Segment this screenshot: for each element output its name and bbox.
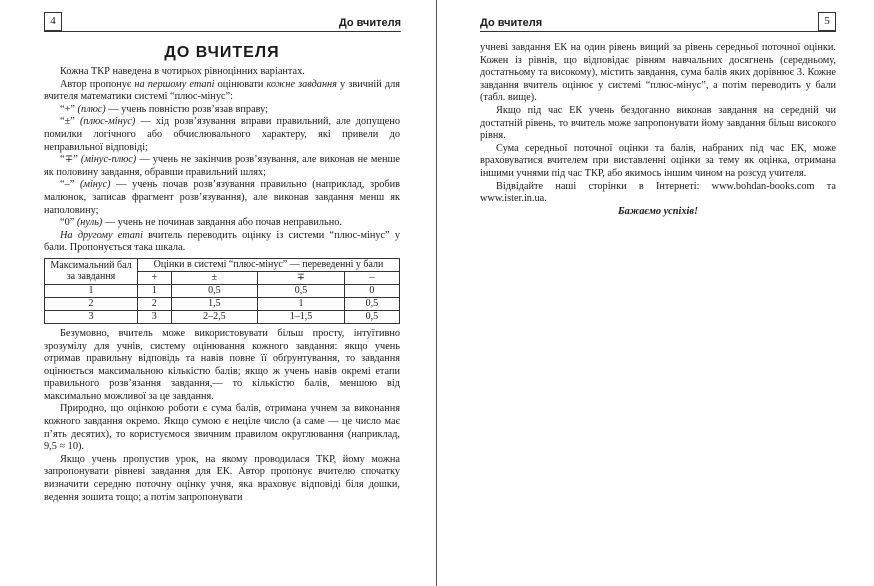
paragraph: Якщо учень пропустив урок, на якому проводилася ТКР, йому можна запропонувати рівневі завдання для ЕК. Автор пропонує вчителю спочатку визначити середню поточну оцінку учня, яка враховує відповіді біля дошки, ведення зошита тощо; а потім запропонувати bbox=[44, 453, 400, 503]
table-cell: 3 bbox=[138, 310, 172, 323]
paragraph: Якщо під час ЕК учень бездоганно виконав завдання на середній чи достатній рівень, то вчитель може запропонувати йому завдання більш високого рівня. bbox=[480, 104, 836, 142]
table-cell: 0,5 bbox=[258, 284, 345, 297]
table-cell: 2 bbox=[45, 297, 138, 310]
page-number: 4 bbox=[44, 12, 62, 31]
paragraph: Природно, що оцінкою роботи є сума балів, отримана учнем за виконання кожного завдання окремо. Якщо сумою є неціле число (а саме — це число має п’ять десятих), то користуємося звичним правилом округлювання (наприклад, 9,5 ≈ 10). bbox=[44, 403, 400, 453]
paragraph: Кожна ТКР наведена в чотирьох рівноцінних варіантах. bbox=[60, 66, 305, 77]
paragraph: Відвідайте наші сторінки в Інтернеті: www.bohdan-books.com та www.ister.in.ua. bbox=[480, 180, 836, 205]
header-rule bbox=[44, 31, 401, 32]
table-row bbox=[45, 310, 400, 323]
column-header: ± bbox=[171, 271, 258, 284]
left-running-head bbox=[44, 12, 401, 32]
table-cell: 0,5 bbox=[344, 310, 399, 323]
definition-zero: “0” (нуль) — учень не починав завдання або почав неправильно. bbox=[60, 217, 342, 229]
table-row-header: Максимальний бал за завдання bbox=[45, 258, 138, 284]
paragraph: Автор пропонує на першому етапі оцінювати кожне завдання у звичній для вчителя математики системі “плюс-мінус”: bbox=[44, 78, 400, 103]
table-cell: 0,5 bbox=[171, 284, 258, 297]
table-cell: 1 bbox=[258, 297, 345, 310]
paragraph: Сума середньої поточної оцінки та балів, набраних під час ЕК, може враховуватися вчителем при виставленні оцінки за тему як оцінка, отримана іншими учнями під час ТКР, або якимось іншим чином на розсуд учителя. bbox=[480, 142, 836, 179]
paragraph: На другому етапі вчитель переводить оцінку із системи “плюс-мінус” у бали. Пропонується така шкала. bbox=[44, 229, 401, 254]
table-cell: 1–1,5 bbox=[258, 310, 345, 323]
definition-plus-minus: “±” (плюс-мінус) — хід розв’язування вправи правильний, але допущено помилки логічного або обчислювального характеру, які привели до неправильної відповіді; bbox=[44, 116, 400, 153]
section-heading: ДО ВЧИТЕЛЯ bbox=[164, 44, 280, 61]
definition-plus: “+” (плюс) — учень повністю розв’язав вправу; bbox=[60, 103, 269, 115]
right-running-head bbox=[480, 12, 836, 32]
table-cell: 2–2,5 bbox=[171, 310, 258, 323]
paragraph: Безумовно, вчитель може використовувати більш просту, інтуїтивно зрозумілу для учнів, систему оцінювання кожного завдання: якщо учень отримав правильну відповідь та навів повне її обґрунтування, то завдання оцінюється максимальною кількістю балів; якщо ж учень навів окремі етапи правильного розв’язання завдання,— то кількістю балів, меншою від максимально можливої за це завдання. bbox=[44, 327, 400, 402]
table-cell: 0 bbox=[344, 284, 399, 297]
table-row bbox=[45, 284, 400, 297]
header-rule bbox=[480, 31, 836, 32]
table-cell: 3 bbox=[45, 310, 138, 323]
page-number: 5 bbox=[818, 12, 836, 31]
column-header: + bbox=[138, 271, 172, 284]
running-title: До вчителя bbox=[338, 17, 401, 29]
table-cell: 1 bbox=[45, 284, 138, 297]
table-group-header: Оцінки в системі “плюс-мінус” — переведенні у бали bbox=[138, 258, 400, 271]
left-page-body bbox=[44, 42, 400, 504]
table-row bbox=[45, 297, 400, 310]
closing-wish: Бажаємо успіхів! bbox=[618, 205, 698, 217]
table-cell: 0,5 bbox=[344, 297, 399, 310]
definition-minus: “–” (мінус) — учень почав розв’язування правильно (наприклад, зробив малюнок, записав фрагмент розв’язування), але виконав завдання менш як наполовину; bbox=[44, 179, 400, 216]
table-cell: 1,5 bbox=[171, 297, 258, 310]
column-header: – bbox=[344, 271, 399, 284]
right-page-body bbox=[480, 42, 836, 218]
paragraph: учневі завдання ЕК на один рівень вищий за рівень середньої поточної оцінки. Кожен із рівнів, що відповідає рівням навчальних досягнень (середньому, достатньому та високому), містить завдання, сума балів яких дорівнює 3. Кожне завдання вчитель оцінює у системі “плюс-мінус”, а потім переводить у бали (табл. вище). bbox=[480, 42, 836, 104]
definition-minus-plus: “∓” (мінус-плюс) — учень не закінчив розв’язування, але виконав не менше як половину завдання, обравши правильний шлях; bbox=[44, 154, 400, 178]
right-page bbox=[437, 0, 874, 586]
table-cell: 1 bbox=[138, 284, 172, 297]
table-cell: 2 bbox=[138, 297, 172, 310]
column-header: ∓ bbox=[258, 271, 345, 284]
running-title: До вчителя bbox=[480, 17, 543, 29]
score-conversion-table bbox=[44, 258, 400, 324]
